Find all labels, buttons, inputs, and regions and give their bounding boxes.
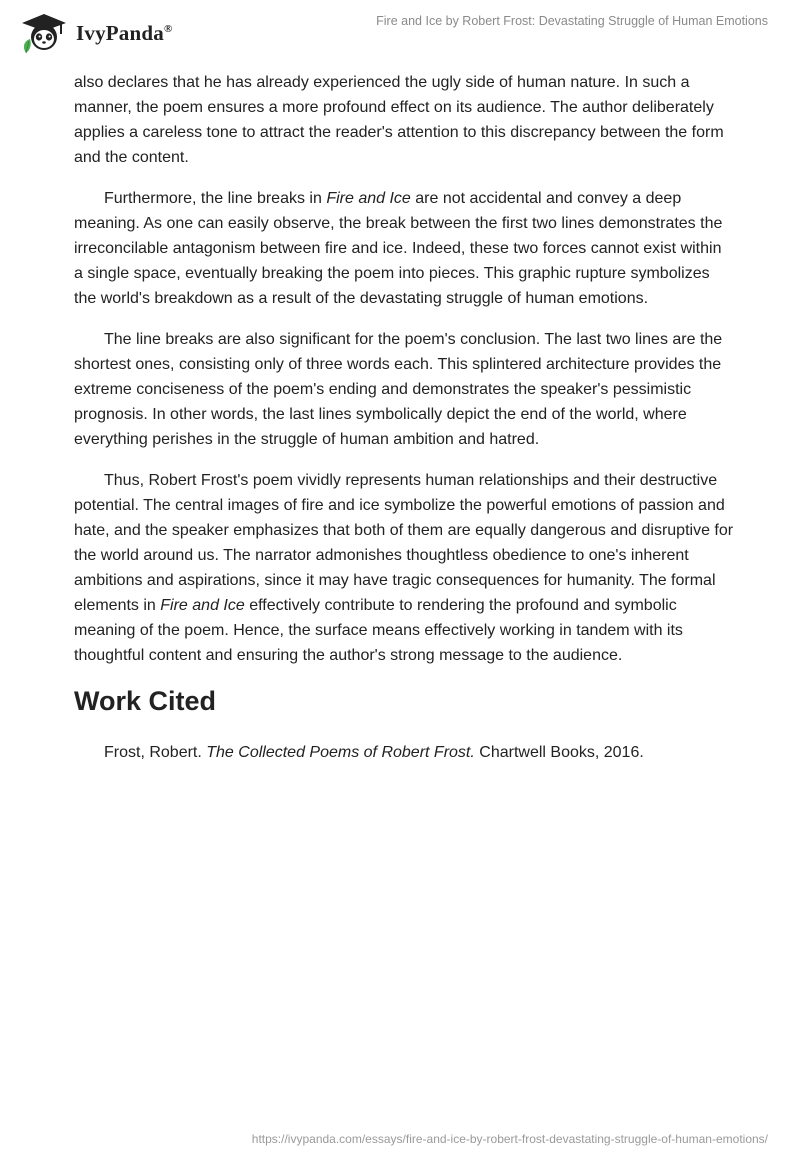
book-title: The Collected Poems of Robert Frost. bbox=[206, 744, 475, 761]
paragraph-3: The line breaks are also significant for the poem's conclusion. The last two lines are the shortest ones, consisting only of three words each. This splintered architecture provides the extreme conciseness of the poem's ending and demonstrates the speaker's pessimistic prognosis. In other words, the last lines symbolically depict the end of the world, where everything perishes in the struggle of human ambition and hatred. bbox=[74, 331, 723, 448]
logo-wordmark: IvyPanda® bbox=[76, 20, 173, 45]
paragraph-1: also declares that he has already experienced the ugly side of human nature. In such a manner, the poem ensures a more profound effect on its audience. The author deliberately applies a careless tone to attract the reader's attention to this discrepancy between the form and the content. bbox=[74, 74, 724, 166]
poem-title-italic: Fire and Ice bbox=[160, 597, 245, 614]
page-title: Fire and Ice by Robert Frost: Devastating Struggle of Human Emotions bbox=[376, 14, 768, 28]
citation-entry: Frost, Robert. The Collected Poems of Robert Frost. Chartwell Books, 2016. bbox=[104, 744, 644, 761]
ivypanda-logo[interactable] bbox=[16, 8, 196, 58]
panda-graduate-icon bbox=[16, 11, 72, 55]
paragraph-4: Thus, Robert Frost's poem vividly represents human relationships and their destructive potential. The central images of fire and ice symbolize the powerful emotions of passion and hate, and the speaker emphasizes that both of them are equally dangerous and disruptive for the world around us. The narrator admonishes thoughtless obedience to one's inherent ambitions and aspirations, since it may have tragic consequences for humanity. The formal elements in Fire and Ice effectively contribute to rendering the profound and symbolic meaning of the poem. Hence, the surface means effectively working in tandem with its thoughtful content and ensuring the author's strong message to the audience. bbox=[74, 472, 734, 664]
poem-title-italic: Fire and Ice bbox=[326, 190, 411, 207]
works-cited-heading: Work Cited bbox=[74, 686, 217, 716]
essay-body bbox=[74, 70, 734, 781]
paragraph-2: Furthermore, the line breaks in Fire and Ice are not accidental and convey a deep meaning. As one can easily observe, the break between the first two lines demonstrates the irreconcilable antagonism between fire and ice. Indeed, these two forces cannot exist within a single space, eventually breaking the poem into pieces. This graphic rupture symbolizes the world's breakdown as a result of the devastating struggle of human emotions. bbox=[74, 190, 723, 307]
source-url[interactable]: https://ivypanda.com/essays/fire-and-ice-by-robert-frost-devastating-struggle-of-human-emotions/ bbox=[251, 1132, 768, 1146]
